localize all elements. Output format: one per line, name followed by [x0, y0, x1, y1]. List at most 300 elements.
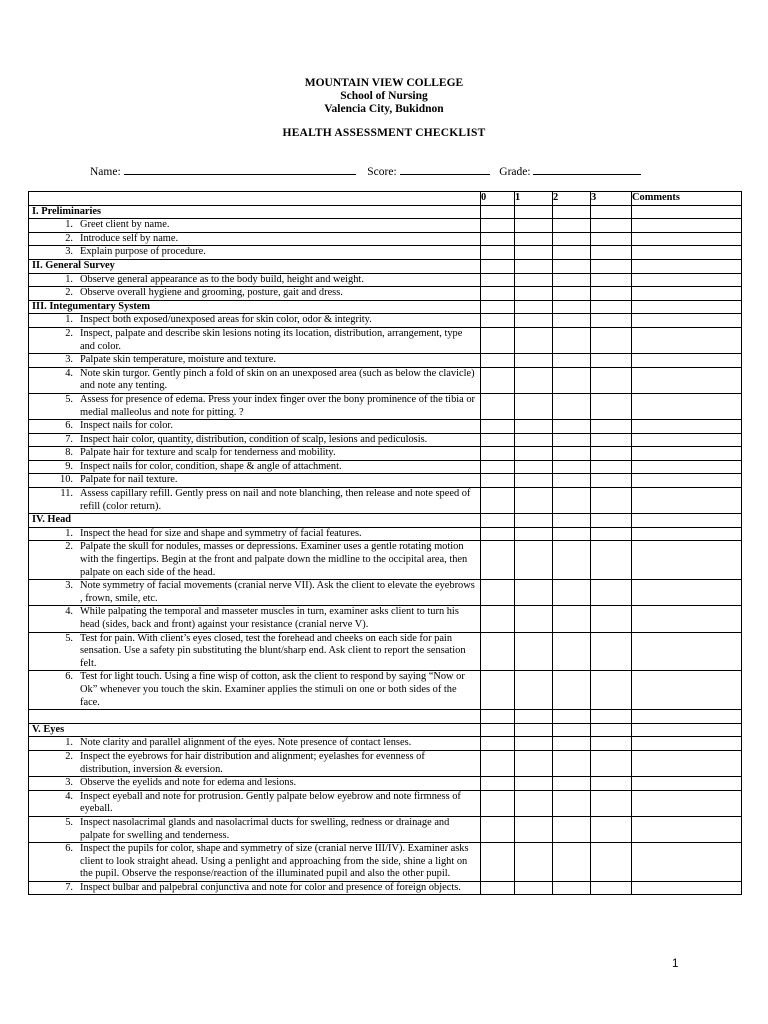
score-cell[interactable] [553, 327, 591, 353]
checklist-item [29, 606, 481, 632]
blank-cell [515, 514, 553, 528]
section-title: I. Preliminaries [29, 205, 481, 219]
item-text: Observe general appearance as to the body build, height and weight. [80, 273, 364, 285]
item-text: Observe the eyelids and note for edema and lesions. [80, 777, 297, 789]
grade-blank[interactable] [533, 165, 641, 175]
score-cell[interactable] [515, 433, 553, 447]
score-cell[interactable] [481, 273, 515, 287]
checklist-item-row [29, 790, 742, 816]
score-cell[interactable] [553, 219, 591, 233]
checklist-item-row [29, 606, 742, 632]
score-cell[interactable] [515, 327, 553, 353]
item-number: 6. [65, 671, 73, 683]
score-cell[interactable] [553, 488, 591, 514]
score-cell[interactable] [481, 460, 515, 474]
checklist-item-row [29, 433, 742, 447]
score-cell[interactable] [591, 737, 632, 751]
score-cell[interactable] [515, 816, 553, 842]
blank-cell [515, 300, 553, 314]
comments-cell[interactable] [632, 367, 742, 393]
item-number: 1. [65, 273, 73, 285]
checklist-item-row [29, 488, 742, 514]
score-cell[interactable] [553, 447, 591, 461]
item-number: 1. [65, 527, 73, 539]
blank-cell [632, 259, 742, 273]
score-cell[interactable] [553, 632, 591, 671]
column-header: 1 [515, 192, 553, 206]
item-number: 6. [65, 843, 73, 855]
score-cell[interactable] [591, 354, 632, 368]
checklist-item-row [29, 460, 742, 474]
score-cell[interactable] [553, 367, 591, 393]
blank-cell [481, 514, 515, 528]
blank-cell [29, 710, 481, 724]
item-number: 2. [65, 327, 73, 339]
score-cell[interactable] [591, 447, 632, 461]
item-number: 2. [65, 287, 73, 299]
score-cell[interactable] [591, 527, 632, 541]
score-cell[interactable] [591, 816, 632, 842]
item-text: Inspect the head for size and shape and symmetry of facial features. [80, 527, 362, 539]
score-cell[interactable] [591, 777, 632, 791]
item-text: Explain purpose of procedure. [80, 246, 206, 258]
score-cell[interactable] [481, 393, 515, 419]
score-cell[interactable] [515, 606, 553, 632]
section-row [29, 259, 742, 273]
blank-cell [553, 205, 591, 219]
section-title: III. Integumentary System [29, 300, 481, 314]
comments-cell[interactable] [632, 541, 742, 580]
score-cell[interactable] [553, 750, 591, 776]
score-cell[interactable] [553, 671, 591, 710]
item-number: 3. [65, 777, 73, 789]
score-cell[interactable] [515, 541, 553, 580]
score-blank[interactable] [400, 165, 490, 175]
score-cell[interactable] [481, 632, 515, 671]
checklist-item [29, 433, 481, 447]
score-cell[interactable] [553, 541, 591, 580]
score-cell[interactable] [481, 367, 515, 393]
comments-cell[interactable] [632, 420, 742, 434]
checklist-item-row [29, 367, 742, 393]
blank-cell [591, 205, 632, 219]
score-cell[interactable] [591, 287, 632, 301]
score-cell[interactable] [553, 843, 591, 882]
score-cell[interactable] [553, 881, 591, 895]
column-header: 0 [481, 192, 515, 206]
score-cell[interactable] [481, 737, 515, 751]
checklist-item [29, 219, 481, 233]
score-cell[interactable] [481, 671, 515, 710]
comments-cell[interactable] [632, 580, 742, 606]
blank-cell [591, 710, 632, 724]
page-number: 1 [672, 958, 679, 970]
comments-cell[interactable] [632, 816, 742, 842]
checklist-item-row [29, 232, 742, 246]
score-cell[interactable] [481, 790, 515, 816]
checklist-item [29, 541, 481, 580]
school-name: School of Nursing [340, 90, 428, 102]
score-cell[interactable] [591, 474, 632, 488]
score-cell[interactable] [591, 460, 632, 474]
item-number: 4. [65, 606, 73, 618]
item-number: 1. [65, 314, 73, 326]
item-number: 6. [65, 420, 73, 432]
item-text: Inspect hair color, quantity, distribution, condition of scalp, lesions and pediculosis. [80, 433, 428, 445]
checklist-item-row [29, 327, 742, 353]
score-cell[interactable] [591, 632, 632, 671]
blank-cell [591, 723, 632, 737]
score-cell[interactable] [481, 881, 515, 895]
comments-cell[interactable] [632, 354, 742, 368]
score-cell[interactable] [553, 420, 591, 434]
score-cell[interactable] [591, 750, 632, 776]
score-cell[interactable] [481, 777, 515, 791]
checklist-item-row [29, 632, 742, 671]
blank-cell [481, 259, 515, 273]
checklist-item [29, 527, 481, 541]
checklist-item-row [29, 843, 742, 882]
score-cell[interactable] [553, 246, 591, 260]
score-cell[interactable] [515, 367, 553, 393]
score-cell[interactable] [481, 354, 515, 368]
score-cell[interactable] [591, 393, 632, 419]
score-cell[interactable] [591, 246, 632, 260]
item-number: 3. [65, 354, 73, 366]
blank-cell [632, 514, 742, 528]
score-cell[interactable] [481, 474, 515, 488]
score-cell[interactable] [515, 393, 553, 419]
item-number: 5. [65, 632, 73, 644]
item-text: Palpate hair for texture and scalp for tenderness and mobility. [80, 447, 336, 459]
score-cell[interactable] [515, 232, 553, 246]
score-cell[interactable] [515, 527, 553, 541]
blank-cell [515, 723, 553, 737]
checklist-item-row [29, 527, 742, 541]
score-cell[interactable] [553, 460, 591, 474]
blank-cell [632, 300, 742, 314]
score-cell[interactable] [591, 580, 632, 606]
checklist-item [29, 632, 481, 671]
score-cell[interactable] [591, 881, 632, 895]
checklist-item [29, 777, 481, 791]
item-text: Inspect nasolacrimal glands and nasolacrimal ducts for swelling, redness or drainage and palpate for swelling and tenderness. [80, 816, 450, 841]
score-cell[interactable] [481, 606, 515, 632]
item-number: 4. [65, 367, 73, 379]
blank-cell [632, 205, 742, 219]
score-cell[interactable] [481, 246, 515, 260]
checklist-item [29, 354, 481, 368]
comments-cell[interactable] [632, 327, 742, 353]
name-blank[interactable] [124, 165, 356, 175]
item-number: 11. [60, 488, 73, 500]
score-cell[interactable] [553, 777, 591, 791]
blank-cell [553, 300, 591, 314]
comments-cell[interactable] [632, 737, 742, 751]
checklist-item [29, 488, 481, 514]
score-cell[interactable] [481, 541, 515, 580]
checklist-item-row [29, 671, 742, 710]
score-cell[interactable] [481, 750, 515, 776]
score-cell[interactable] [515, 354, 553, 368]
score-cell[interactable] [481, 447, 515, 461]
comments-cell[interactable] [632, 881, 742, 895]
blank-row [29, 710, 742, 724]
item-text: Inspect both exposed/unexposed areas for skin color, odor & integrity. [80, 314, 372, 326]
score-cell[interactable] [591, 314, 632, 328]
item-number: 8. [65, 447, 73, 459]
score-cell[interactable] [481, 843, 515, 882]
score-cell[interactable] [553, 790, 591, 816]
item-number: 7. [65, 881, 73, 893]
blank-cell [481, 723, 515, 737]
blank-cell [515, 259, 553, 273]
checklist-item [29, 232, 481, 246]
checklist-item-row [29, 541, 742, 580]
checklist-item [29, 580, 481, 606]
score-cell[interactable] [515, 790, 553, 816]
checklist-item [29, 447, 481, 461]
score-cell[interactable] [515, 632, 553, 671]
score-cell[interactable] [481, 488, 515, 514]
score-cell[interactable] [515, 750, 553, 776]
item-text: Test for pain. With client’s eyes closed, test the forehead and cheeks on each side for pain sensation. Use a safety pin substituting the blunt/sharp end. Ask client to report the sensation felt. [80, 632, 466, 669]
score-cell[interactable] [591, 606, 632, 632]
score-cell[interactable] [515, 737, 553, 751]
score-cell[interactable] [481, 527, 515, 541]
item-text: While palpating the temporal and masseter muscles in turn, examiner asks client to turn his head (sides, back and front) against your resistance (cranial nerve V). [80, 606, 459, 630]
score-cell[interactable] [481, 314, 515, 328]
document-title: HEALTH ASSESSMENT CHECKLIST [282, 127, 486, 139]
checklist-item [29, 671, 481, 710]
column-header: 3 [591, 192, 632, 206]
comments-cell[interactable] [632, 219, 742, 233]
document-header [0, 77, 768, 116]
school-location: Valencia City, Bukidnon [324, 103, 444, 115]
score-cell[interactable] [515, 460, 553, 474]
score-cell[interactable] [481, 232, 515, 246]
assessment-table [28, 191, 742, 895]
blank-cell [591, 259, 632, 273]
item-text: Inspect, palpate and describe skin lesions noting its location, distribution, arrangement, type and color. [80, 327, 463, 352]
comments-cell[interactable] [632, 433, 742, 447]
item-text: Inspect bulbar and palpebral conjunctiva and note for color and presence of foreign objects. [80, 881, 461, 893]
item-text: Inspect nails for color. [80, 420, 173, 432]
comments-cell[interactable] [632, 393, 742, 419]
checklist-item [29, 460, 481, 474]
comments-cell[interactable] [632, 474, 742, 488]
comments-cell[interactable] [632, 447, 742, 461]
comments-cell[interactable] [632, 246, 742, 260]
checklist-item [29, 246, 481, 260]
score-cell[interactable] [481, 219, 515, 233]
comments-cell[interactable] [632, 606, 742, 632]
comments-cell[interactable] [632, 632, 742, 671]
comments-column-header: Comments [632, 192, 742, 206]
comments-cell[interactable] [632, 790, 742, 816]
comments-cell[interactable] [632, 527, 742, 541]
score-cell[interactable] [515, 447, 553, 461]
checklist-item-row [29, 393, 742, 419]
score-cell[interactable] [515, 420, 553, 434]
blank-cell [553, 723, 591, 737]
checklist-item [29, 843, 481, 882]
score-cell[interactable] [591, 420, 632, 434]
comments-cell[interactable] [632, 488, 742, 514]
score-cell[interactable] [553, 287, 591, 301]
section-title: V. Eyes [29, 723, 481, 737]
score-cell[interactable] [553, 393, 591, 419]
score-cell[interactable] [553, 314, 591, 328]
checklist-item [29, 816, 481, 842]
comments-cell[interactable] [632, 287, 742, 301]
item-text: Note clarity and parallel alignment of the eyes. Note presence of contact lenses. [80, 737, 412, 749]
blank-cell [553, 259, 591, 273]
comments-cell[interactable] [632, 460, 742, 474]
score-cell[interactable] [515, 314, 553, 328]
checklist-item [29, 393, 481, 419]
score-cell[interactable] [481, 420, 515, 434]
score-cell[interactable] [481, 327, 515, 353]
score-cell[interactable] [515, 777, 553, 791]
item-number: 5. [65, 816, 73, 828]
item-text: Palpate for nail texture. [80, 474, 178, 486]
score-cell[interactable] [515, 580, 553, 606]
checklist-item-row [29, 737, 742, 751]
blank-cell [632, 710, 742, 724]
score-cell[interactable] [553, 527, 591, 541]
checklist-item [29, 273, 481, 287]
score-cell[interactable] [515, 287, 553, 301]
score-cell[interactable] [515, 488, 553, 514]
score-cell[interactable] [553, 816, 591, 842]
score-cell[interactable] [553, 606, 591, 632]
score-cell[interactable] [553, 433, 591, 447]
checklist-item [29, 367, 481, 393]
checklist-item-row [29, 273, 742, 287]
checklist-item [29, 474, 481, 488]
item-number: 4. [65, 790, 73, 802]
score-cell[interactable] [515, 474, 553, 488]
blank-cell [553, 710, 591, 724]
table-header-row [29, 192, 742, 206]
comments-cell[interactable] [632, 750, 742, 776]
score-cell[interactable] [591, 219, 632, 233]
item-text: Palpate skin temperature, moisture and texture. [80, 354, 276, 366]
checklist-item-row [29, 580, 742, 606]
item-text: Note symmetry of facial movements (cranial nerve VII). Ask the client to elevate the eyebrows , frown, smile, etc. [80, 580, 475, 604]
comments-cell[interactable] [632, 232, 742, 246]
score-cell[interactable] [515, 671, 553, 710]
checklist-item [29, 314, 481, 328]
score-cell[interactable] [591, 790, 632, 816]
score-cell[interactable] [591, 433, 632, 447]
score-cell[interactable] [553, 474, 591, 488]
score-cell[interactable] [481, 287, 515, 301]
checklist-item [29, 881, 481, 895]
section-title: IV. Head [29, 514, 481, 528]
item-number: 1. [65, 219, 73, 231]
checklist-item-row [29, 474, 742, 488]
score-cell[interactable] [553, 737, 591, 751]
blank-cell [481, 300, 515, 314]
score-cell[interactable] [515, 246, 553, 260]
item-number: 3. [65, 580, 73, 592]
comments-cell[interactable] [632, 314, 742, 328]
score-cell[interactable] [515, 273, 553, 287]
score-cell[interactable] [591, 671, 632, 710]
grade-label: Grade: [499, 166, 531, 178]
item-text: Inspect nails for color, condition, shape & angle of attachment. [80, 460, 342, 472]
item-text: Observe overall hygiene and grooming, posture, gait and dress. [80, 287, 343, 299]
checklist-item-row [29, 816, 742, 842]
score-cell[interactable] [591, 273, 632, 287]
score-cell[interactable] [591, 327, 632, 353]
item-number: 1. [65, 737, 73, 749]
item-text: Assess capillary refill. Gently press on nail and note blanching, then release and note speed of refill (color return). [80, 488, 471, 512]
score-cell[interactable] [515, 843, 553, 882]
comments-cell[interactable] [632, 843, 742, 882]
score-cell[interactable] [591, 488, 632, 514]
score-cell[interactable] [481, 816, 515, 842]
checklist-item-row [29, 287, 742, 301]
score-cell[interactable] [515, 219, 553, 233]
score-cell[interactable] [553, 354, 591, 368]
item-number: 2. [65, 232, 73, 244]
score-cell[interactable] [481, 580, 515, 606]
item-number: 10. [60, 474, 73, 486]
comments-cell[interactable] [632, 777, 742, 791]
score-cell[interactable] [553, 580, 591, 606]
item-text: Inspect the pupils for color, shape and symmetry of size (cranial nerve III/IV). Examiner asks client to look straight ahead. Using a penlight and approaching from the side, shine a light on the pupil. Observe the response/reaction of the illuminated pupil and also the other pupil. [80, 843, 469, 880]
column-header: 2 [553, 192, 591, 206]
name-label: Name: [90, 166, 121, 178]
item-text: Note skin turgor. Gently pinch a fold of skin on an unexposed area (such as below the clavicle) and note any tenting. [80, 367, 475, 392]
score-cell[interactable] [553, 273, 591, 287]
item-text: Greet client by name. [80, 219, 170, 231]
item-text: Introduce self by name. [80, 232, 179, 244]
score-cell[interactable] [591, 843, 632, 882]
blank-cell [591, 514, 632, 528]
score-cell[interactable] [591, 541, 632, 580]
item-text: Assess for presence of edema. Press your index finger over the bony prominence of the tibia or medial malleolus and note for pitting. ? [80, 393, 476, 418]
item-number: 7. [65, 433, 73, 445]
score-cell[interactable] [553, 232, 591, 246]
section-row [29, 514, 742, 528]
comments-cell[interactable] [632, 671, 742, 710]
score-cell[interactable] [515, 881, 553, 895]
blank-cell [481, 205, 515, 219]
section-row [29, 300, 742, 314]
item-text: Inspect eyeball and note for protrusion. Gently palpate below eyebrow and note firmness of eyeball. [80, 790, 461, 815]
checklist-item-row [29, 246, 742, 260]
score-cell[interactable] [591, 232, 632, 246]
score-cell[interactable] [591, 367, 632, 393]
checklist-item [29, 750, 481, 776]
checklist-item [29, 737, 481, 751]
blank-cell [515, 710, 553, 724]
score-cell[interactable] [481, 433, 515, 447]
checklist-item [29, 327, 481, 353]
score-label: Score: [367, 166, 397, 178]
section-row [29, 723, 742, 737]
blank-cell [553, 514, 591, 528]
checklist-item-row [29, 447, 742, 461]
checklist-item-row [29, 354, 742, 368]
checklist-item-row [29, 750, 742, 776]
comments-cell[interactable] [632, 273, 742, 287]
item-number: 2. [65, 750, 73, 762]
